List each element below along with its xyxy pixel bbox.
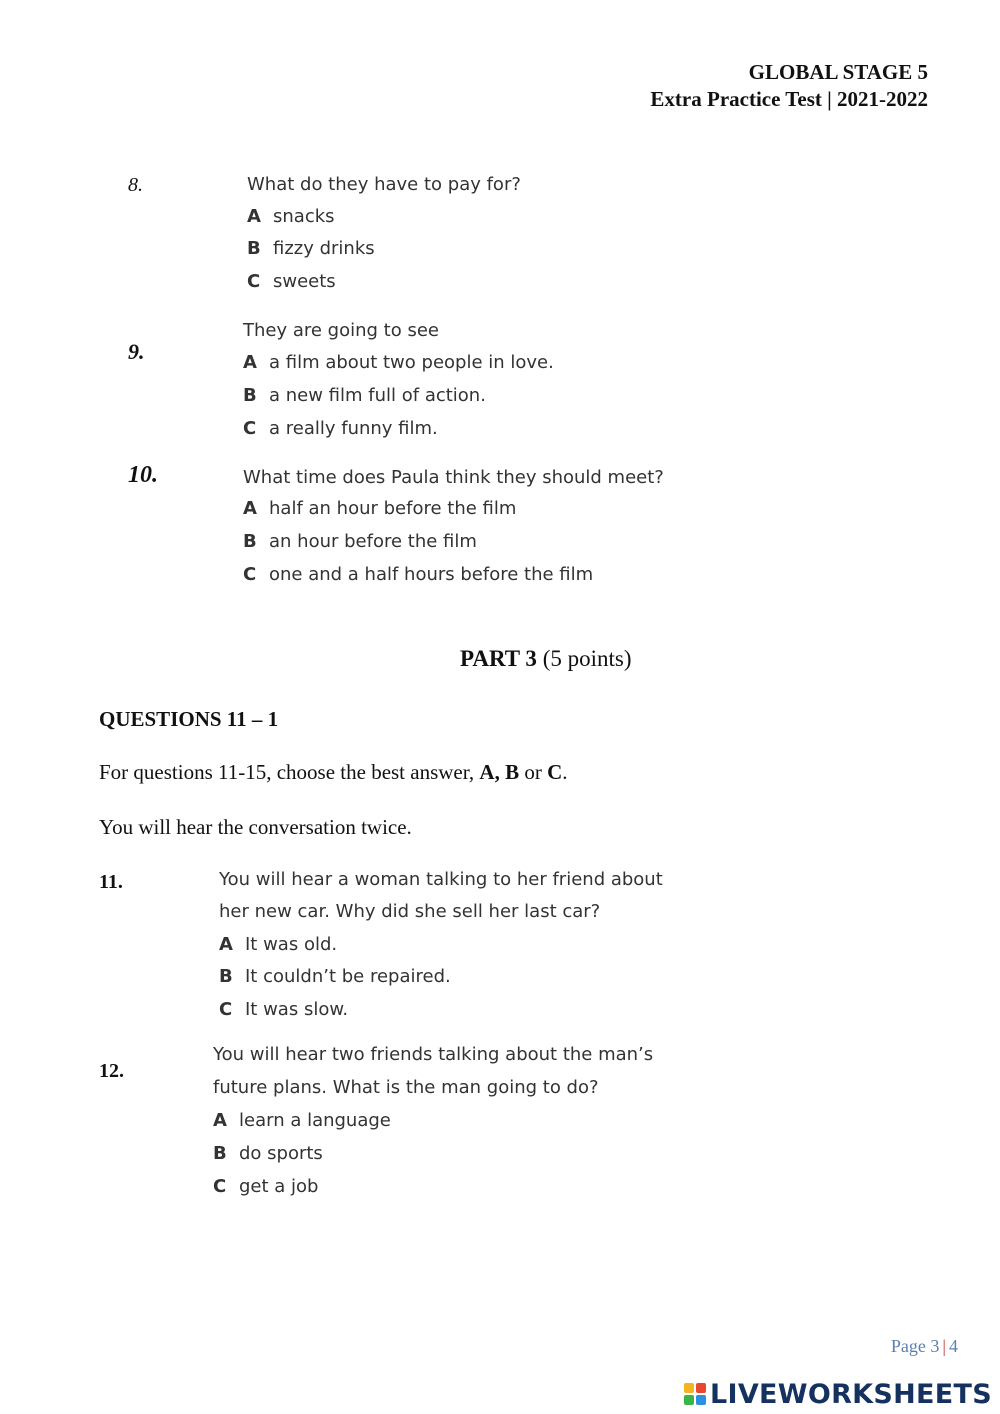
instruction-end: . bbox=[562, 760, 568, 784]
option-text: an hour before the film bbox=[269, 531, 477, 552]
question-9-option-b[interactable] bbox=[243, 385, 486, 406]
question-10-prompt: What time does Paula think they should meet? bbox=[243, 467, 664, 488]
option-text: sweets bbox=[273, 271, 336, 292]
option-letter: C bbox=[243, 564, 257, 585]
header-title: GLOBAL STAGE 5 bbox=[748, 60, 928, 84]
question-9-option-c[interactable] bbox=[243, 418, 438, 439]
question-12-option-c[interactable] bbox=[213, 1176, 318, 1197]
option-text: get a job bbox=[239, 1176, 319, 1197]
question-8-prompt: What do they have to pay for? bbox=[247, 174, 521, 195]
liveworksheets-logo[interactable] bbox=[684, 1378, 992, 1410]
instructions bbox=[99, 760, 568, 785]
question-9-option-a[interactable] bbox=[243, 352, 554, 373]
page-current: 3 bbox=[930, 1336, 940, 1356]
option-letter: C bbox=[219, 999, 233, 1020]
question-10-option-a[interactable] bbox=[243, 498, 516, 519]
question-12-option-a[interactable] bbox=[213, 1110, 391, 1131]
question-9-number: 9. bbox=[128, 339, 145, 364]
question-10-number: 10. bbox=[128, 462, 158, 488]
option-text: snacks bbox=[273, 206, 335, 227]
questions-heading: QUESTIONS 11 – 1 bbox=[99, 707, 279, 731]
option-text: do sports bbox=[239, 1143, 323, 1164]
option-text: It was old. bbox=[245, 934, 338, 955]
question-11-option-a[interactable] bbox=[219, 934, 337, 955]
instruction-c: C bbox=[547, 760, 563, 784]
question-8-number: 8. bbox=[128, 174, 143, 196]
option-letter: A bbox=[243, 352, 257, 373]
instruction-twice: You will hear the conversation twice. bbox=[99, 815, 412, 839]
option-text: It couldn’t be repaired. bbox=[245, 966, 451, 987]
part-3-points: (5 points) bbox=[542, 646, 632, 671]
option-letter: B bbox=[243, 531, 257, 552]
option-text: fizzy drinks bbox=[273, 238, 375, 259]
liveworksheets-logo-icon bbox=[684, 1383, 706, 1405]
option-text: a film about two people in love. bbox=[269, 352, 554, 373]
page-total: 4 bbox=[949, 1336, 958, 1356]
option-text: learn a language bbox=[239, 1110, 391, 1131]
question-12-number: 12. bbox=[99, 1060, 124, 1082]
brand-name: LIVEWORKSHEETS bbox=[709, 1378, 992, 1410]
question-11-prompt-line-2: her new car. Why did she sell her last car? bbox=[219, 901, 601, 922]
instruction-or: or bbox=[519, 760, 548, 784]
instruction-ab: A, B bbox=[479, 760, 520, 784]
question-11-number: 11. bbox=[99, 871, 123, 893]
option-letter: A bbox=[213, 1110, 227, 1131]
question-8-option-b[interactable] bbox=[247, 238, 375, 259]
option-letter: B bbox=[219, 966, 233, 987]
question-11-option-c[interactable] bbox=[219, 999, 348, 1020]
question-8-option-a[interactable] bbox=[247, 206, 335, 227]
option-text: a really funny film. bbox=[269, 418, 438, 439]
question-12-prompt-line-1: You will hear two friends talking about the man’s bbox=[213, 1044, 654, 1065]
option-letter: B bbox=[213, 1143, 227, 1164]
question-11-prompt-line-1: You will hear a woman talking to her friend about bbox=[219, 869, 663, 890]
option-text: one and a half hours before the film bbox=[269, 564, 594, 585]
question-12-option-b[interactable] bbox=[213, 1143, 323, 1164]
header-subtitle: Extra Practice Test | 2021-2022 bbox=[650, 87, 928, 111]
page-label: Page bbox=[890, 1336, 926, 1356]
instruction-prefix: For questions 11-15, choose the best answer, bbox=[99, 760, 480, 784]
option-letter: C bbox=[213, 1176, 227, 1197]
option-text: a new film full of action. bbox=[269, 385, 486, 406]
option-letter: C bbox=[247, 271, 261, 292]
question-8-option-c[interactable] bbox=[247, 271, 336, 292]
option-letter: B bbox=[247, 238, 261, 259]
page-separator: | bbox=[942, 1336, 946, 1356]
option-text: It was slow. bbox=[245, 999, 349, 1020]
page-number bbox=[891, 1336, 958, 1357]
option-letter: A bbox=[247, 206, 261, 227]
question-11-option-b[interactable] bbox=[219, 966, 451, 987]
question-10-option-c[interactable] bbox=[243, 564, 593, 585]
option-letter: A bbox=[219, 934, 233, 955]
question-10-option-b[interactable] bbox=[243, 531, 477, 552]
question-12-prompt-line-2: future plans. What is the man going to do? bbox=[213, 1077, 599, 1098]
option-letter: B bbox=[243, 385, 257, 406]
option-text: half an hour before the film bbox=[269, 498, 517, 519]
part-3-title: PART 3 bbox=[460, 646, 537, 671]
option-letter: C bbox=[243, 418, 257, 439]
part-3-heading bbox=[460, 646, 632, 672]
question-9-prompt: They are going to see bbox=[243, 320, 439, 341]
option-letter: A bbox=[243, 498, 257, 519]
